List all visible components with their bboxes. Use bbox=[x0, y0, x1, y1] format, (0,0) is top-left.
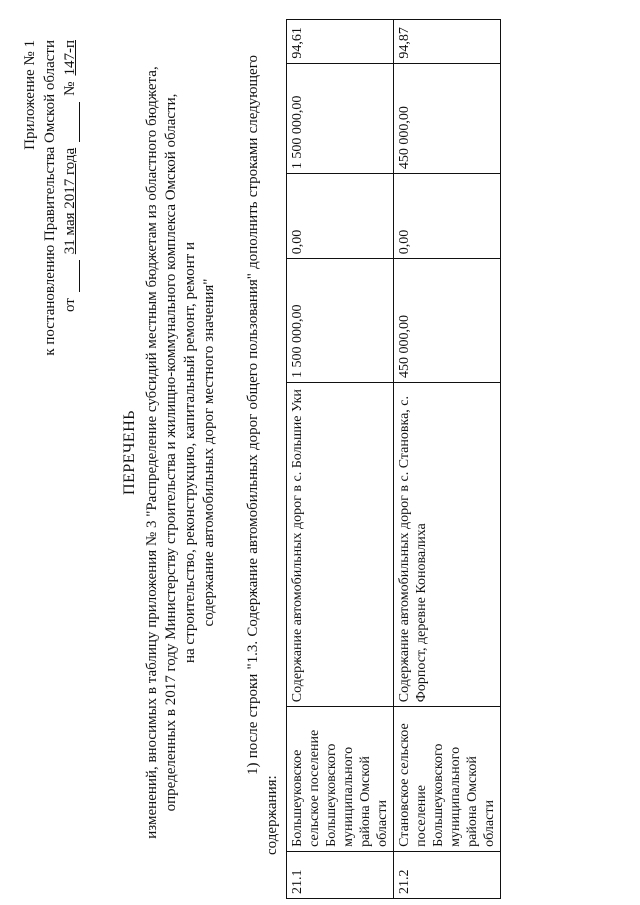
recipient-cell: Большеуковское сельское поселение Большеуковского муниципального района Омской области bbox=[287, 707, 394, 852]
appendix-date-line bbox=[60, 40, 80, 356]
title-block bbox=[120, 60, 219, 845]
object-cell: Содержание автомобильных дорог в с. Становка, с. Форпост, деревне Коновалиха bbox=[394, 383, 501, 707]
appendix-header bbox=[20, 40, 80, 356]
total-cell: 1 500 000,00 bbox=[287, 259, 394, 383]
document-heading: ПЕРЕЧЕНЬ bbox=[121, 410, 138, 495]
amount-cell: 450 000,00 bbox=[394, 63, 501, 174]
amount-cell: 1 500 000,00 bbox=[287, 63, 394, 174]
row-number: 21.2 bbox=[394, 851, 501, 898]
row-number: 21.1 bbox=[287, 851, 394, 898]
percent-cell: 94,61 bbox=[287, 20, 394, 64]
total-cell: 450 000,00 bbox=[394, 259, 501, 383]
title-line: изменений, вносимых в таблицу приложения № 3 "Распределение субсидий местным бюджетам из областного бюджета, bbox=[144, 66, 160, 839]
appendix-reference: к постановлению Правительства Омской области bbox=[42, 40, 58, 356]
table-row bbox=[394, 20, 501, 899]
object-cell: Содержание автомобильных дорог в с. Большие Уки bbox=[287, 383, 394, 707]
title-line: содержание автомобильных дорог местного значения" bbox=[201, 278, 217, 627]
from-label: от bbox=[62, 298, 78, 313]
blank-line bbox=[60, 260, 80, 292]
recipient-cell: Становское сельское поселение Большеуковского муниципального района Омской области bbox=[394, 707, 501, 852]
table-row bbox=[287, 20, 394, 899]
title-line: определенных в 2017 году Министерству строительства и жилищно-коммунального комплекса Омской области, bbox=[163, 93, 179, 812]
percent-cell: 94,87 bbox=[394, 20, 501, 64]
title-line: на строительство, реконструкцию, капитальный ремонт, ремонт и bbox=[182, 242, 198, 663]
subsidy-table bbox=[286, 19, 501, 899]
number-label: № bbox=[62, 81, 78, 96]
amendment-paragraph: 1) после строки "1.3. Содержание автомобильных дорог общего пользования" дополнить строками следующего содержания: bbox=[245, 55, 280, 855]
blank-line bbox=[60, 102, 80, 142]
amount-cell: 0,00 bbox=[394, 174, 501, 259]
decree-date: 31 мая 2017 года bbox=[62, 147, 78, 255]
appendix-number: Приложение № 1 bbox=[22, 40, 38, 150]
amount-cell: 0,00 bbox=[287, 174, 394, 259]
decree-number: 147-п bbox=[62, 40, 78, 76]
